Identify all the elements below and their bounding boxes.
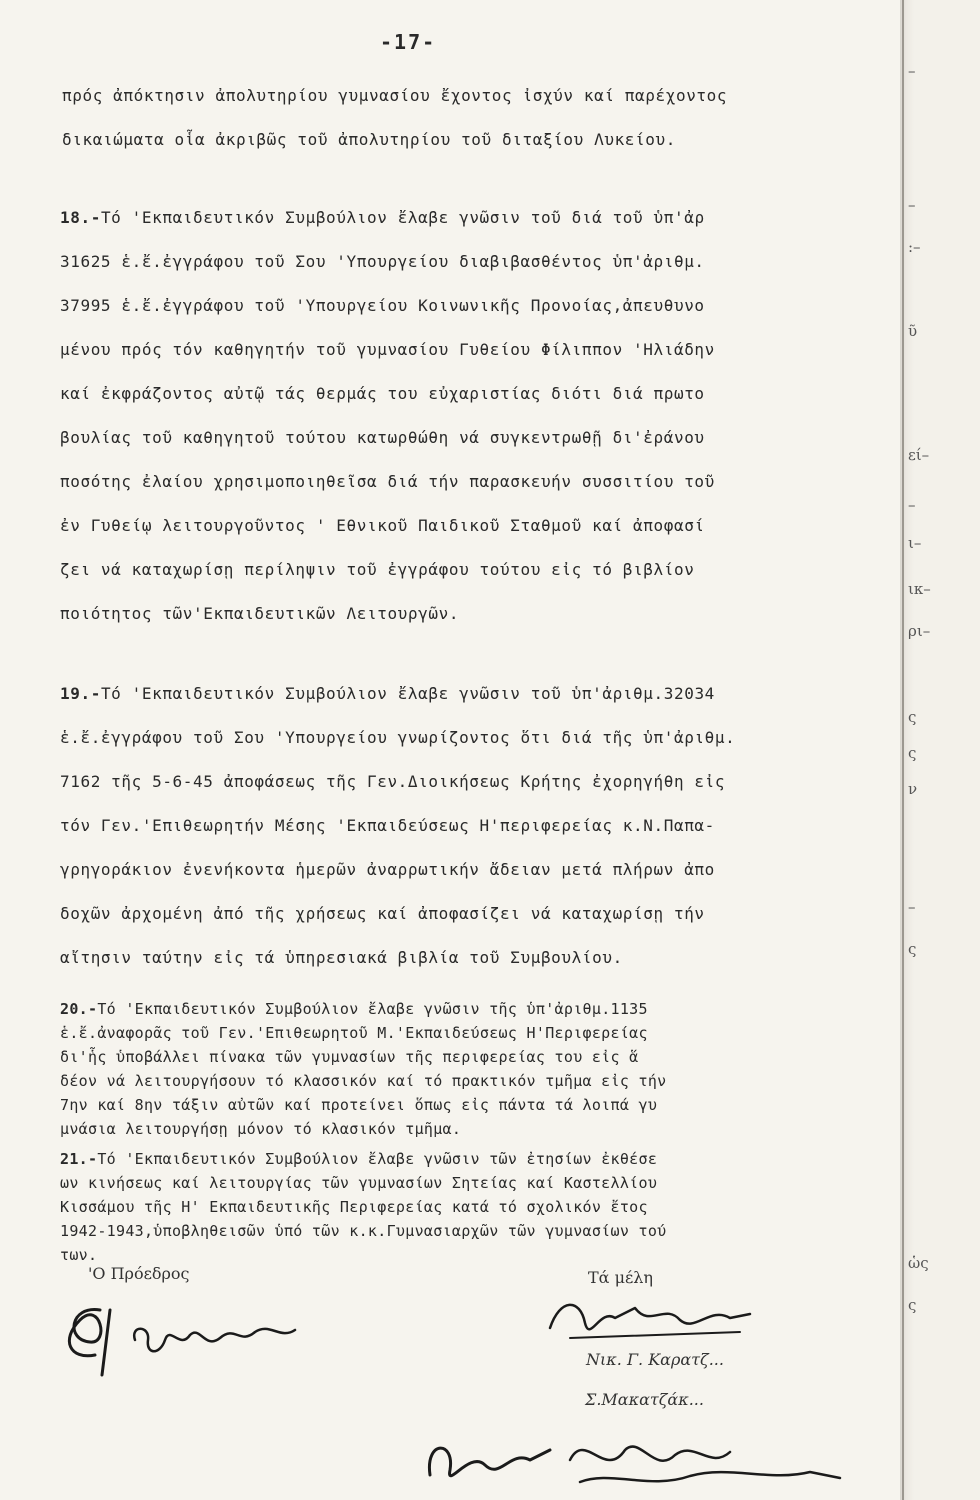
intro-line: πρός ἀπόκτησιν ἀπολυτηρίου γυμνασίου ἔχοντος ἰσχύν καί παρέχοντος	[62, 86, 728, 105]
item-20-line: 20.-Τό 'Εκπαιδευτικόν Συμβούλιον ἔλαβε γνῶσιν τῆς ὑπ'ἀριθμ.1135	[60, 1000, 648, 1018]
margin-fragment: ς	[908, 940, 917, 958]
margin-fragment: ς	[908, 1296, 917, 1314]
member-signature-1	[540, 1288, 760, 1348]
margin-fragment: –	[908, 62, 916, 80]
item-number: 21.-	[60, 1150, 98, 1168]
margin-fragment: –	[908, 196, 916, 214]
item-20-line: ἑ.ἔ.ἀναφορᾶς τοῦ Γεν.'Επιθεωρητοῦ Μ.'Εκπαιδεύσεως Η'Περιφερείας	[60, 1024, 648, 1042]
item-20-line: δέον νά λειτουργήσουν τό κλασσικόν καί τό πρακτικόν τμῆμα εἰς τήν	[60, 1072, 667, 1090]
item-20-line: 7ην καί 8ην τάξιν αὐτῶν καί προτείνει ὅπως εἰς πάντα τά λοιπά γυ	[60, 1096, 658, 1114]
item-number: 19.-	[60, 684, 101, 703]
item-21-line: των.	[60, 1246, 98, 1264]
members-label: Τά μέλη	[588, 1268, 653, 1287]
margin-fragment: –	[908, 898, 916, 916]
item-18-line: ζει νά καταχωρίσῃ περίληψιν τοῦ ἐγγράφου τούτου εἰς τό βιβλίον	[60, 560, 695, 579]
item-21-line: Κισσάμου τῆς Η' Εκπαιδευτικῆς Περιφερείας κατά τό σχολικόν ἔτος	[60, 1198, 648, 1216]
margin-fragment: ς	[908, 744, 917, 762]
margin-fragment: εί–	[908, 446, 930, 464]
margin-fragment: ρι–	[908, 622, 931, 640]
item-number: 20.-	[60, 1000, 98, 1018]
margin-fragment: ς	[908, 708, 917, 726]
item-18-line: μένου πρός τόν καθηγητήν τοῦ γυμνασίου Γυθείου Φίλιππον 'Ηλιάδην	[60, 340, 715, 359]
margin-fragment: ικ–	[908, 580, 931, 598]
item-18-line: ποσότης ἐλαίου χρησιμοποιηθεῖσα διά τήν παρασκευήν συσσιτίου τοῦ	[60, 472, 715, 491]
item-19-line: γρηγοράκιον ἐνενήκοντα ἡμερῶν ἀναρρωτικήν ἄδειαν μετά πλήρων ἀπο	[60, 860, 715, 879]
item-18-line: ποιότητος τῶν'Εκπαιδευτικῶν Λειτουργῶν.	[60, 604, 460, 623]
item-19-line: δοχῶν ἀρχομένη ἀπό τῆς χρήσεως καί ἀποφασίζει νά καταχωρίσῃ τήν	[60, 904, 705, 923]
item-19-line: 19.-Τό 'Εκπαιδευτικόν Συμβούλιον ἔλαβε γνῶσιν τοῦ ὑπ'ἀριθμ.32034	[60, 684, 715, 703]
member-name-2: Σ.Μακατζάκ...	[585, 1390, 704, 1409]
item-19-line: τόν Γεν.'Επιθεωρητήν Μέσης 'Εκπαιδεύσεως Η'περιφερείας κ.Ν.Παπα-	[60, 816, 715, 835]
item-18-line: 18.-Τό 'Εκπαιδευτικόν Συμβούλιον ἔλαβε γνῶσιν τοῦ διά τοῦ ὑπ'ἀρ	[60, 208, 705, 227]
item-21-line: ων κινήσεως καί λειτουργίας τῶν γυμνασίων Σητείας καί Καστελλίου	[60, 1174, 658, 1192]
margin-fragment: –	[908, 496, 916, 514]
item-18-line: 37995 ἑ.ἔ.ἐγγράφου τοῦ 'Υπουργείου Κοινωνικῆς Προνοίας,ἀπευθυνο	[60, 296, 705, 315]
item-number: 18.-	[60, 208, 101, 227]
item-18-line: 31625 ἑ.ἔ.ἐγγράφου τοῦ Σου 'Υπουργείου διαβιβασθέντος ὑπ'ἀριθμ.	[60, 252, 705, 271]
binding-edge	[902, 0, 904, 1500]
item-19-line: ἑ.ἔ.ἐγγράφου τοῦ Σου 'Υπουργείου γνωρίζοντος ὅτι διά τῆς ὑπ'ἀριθμ.	[60, 728, 736, 747]
item-20-line: δι'ἧς ὑποβάλλει πίνακα τῶν γυμνασίων τῆς περιφερείας του εἰς ἅ	[60, 1048, 639, 1066]
item-21-line: 1942-1943,ὑποβληθεισῶν ὑπό τῶν κ.κ.Γυμνασιαρχῶν τῶν γυμνασίων τού	[60, 1222, 667, 1240]
margin-fragment: ι–	[908, 534, 922, 552]
president-signature	[40, 1280, 320, 1390]
item-18-line: ἐν Γυθείῳ λειτουργοῦντος ' Εθνικοῦ Παιδικοῦ Σταθμοῦ καί ἀποφασί	[60, 516, 705, 535]
member-signature-3	[410, 1420, 850, 1500]
item-18-line: καί ἐκφράζοντος αὐτῷ τάς θερμάς του εὐχαριστίας διότι διά πρωτο	[60, 384, 705, 403]
item-21-line: 21.-Τό 'Εκπαιδευτικόν Συμβούλιον ἔλαβε γνῶσιν τῶν ἐτησίων ἐκθέσε	[60, 1150, 658, 1168]
margin-fragment: ν	[908, 780, 918, 798]
item-19-line: 7162 τῆς 5-6-45 ἀποφάσεως τῆς Γεν.Διοικήσεως Κρήτης ἐχορηγήθη εἰς	[60, 772, 726, 791]
margin-fragment: ῦ	[908, 322, 918, 340]
item-18-line: βουλίας τοῦ καθηγητοῦ τούτου κατωρθώθη νά συγκεντρωθῇ δι'ἐράνου	[60, 428, 705, 447]
item-20-line: μνάσια λειτουργήσῃ μόνον τό κλασικόν τμῆμα.	[60, 1120, 462, 1138]
margin-fragment: :–	[908, 238, 921, 256]
intro-line: δικαιώματα οἷα ἀκριβῶς τοῦ ἀπολυτηρίου τοῦ διταξίου Λυκείου.	[62, 130, 676, 149]
member-name-1: Νικ. Γ. Καρατζ...	[586, 1350, 724, 1369]
margin-fragment: ὡς	[908, 1254, 929, 1272]
page-number: -17-	[380, 30, 437, 54]
president-label: 'Ο Πρόεδρος	[88, 1264, 190, 1283]
item-19-line: αἴτησιν ταύτην εἰς τά ὑπηρεσιακά βιβλία τοῦ Συμβουλίου.	[60, 948, 623, 967]
